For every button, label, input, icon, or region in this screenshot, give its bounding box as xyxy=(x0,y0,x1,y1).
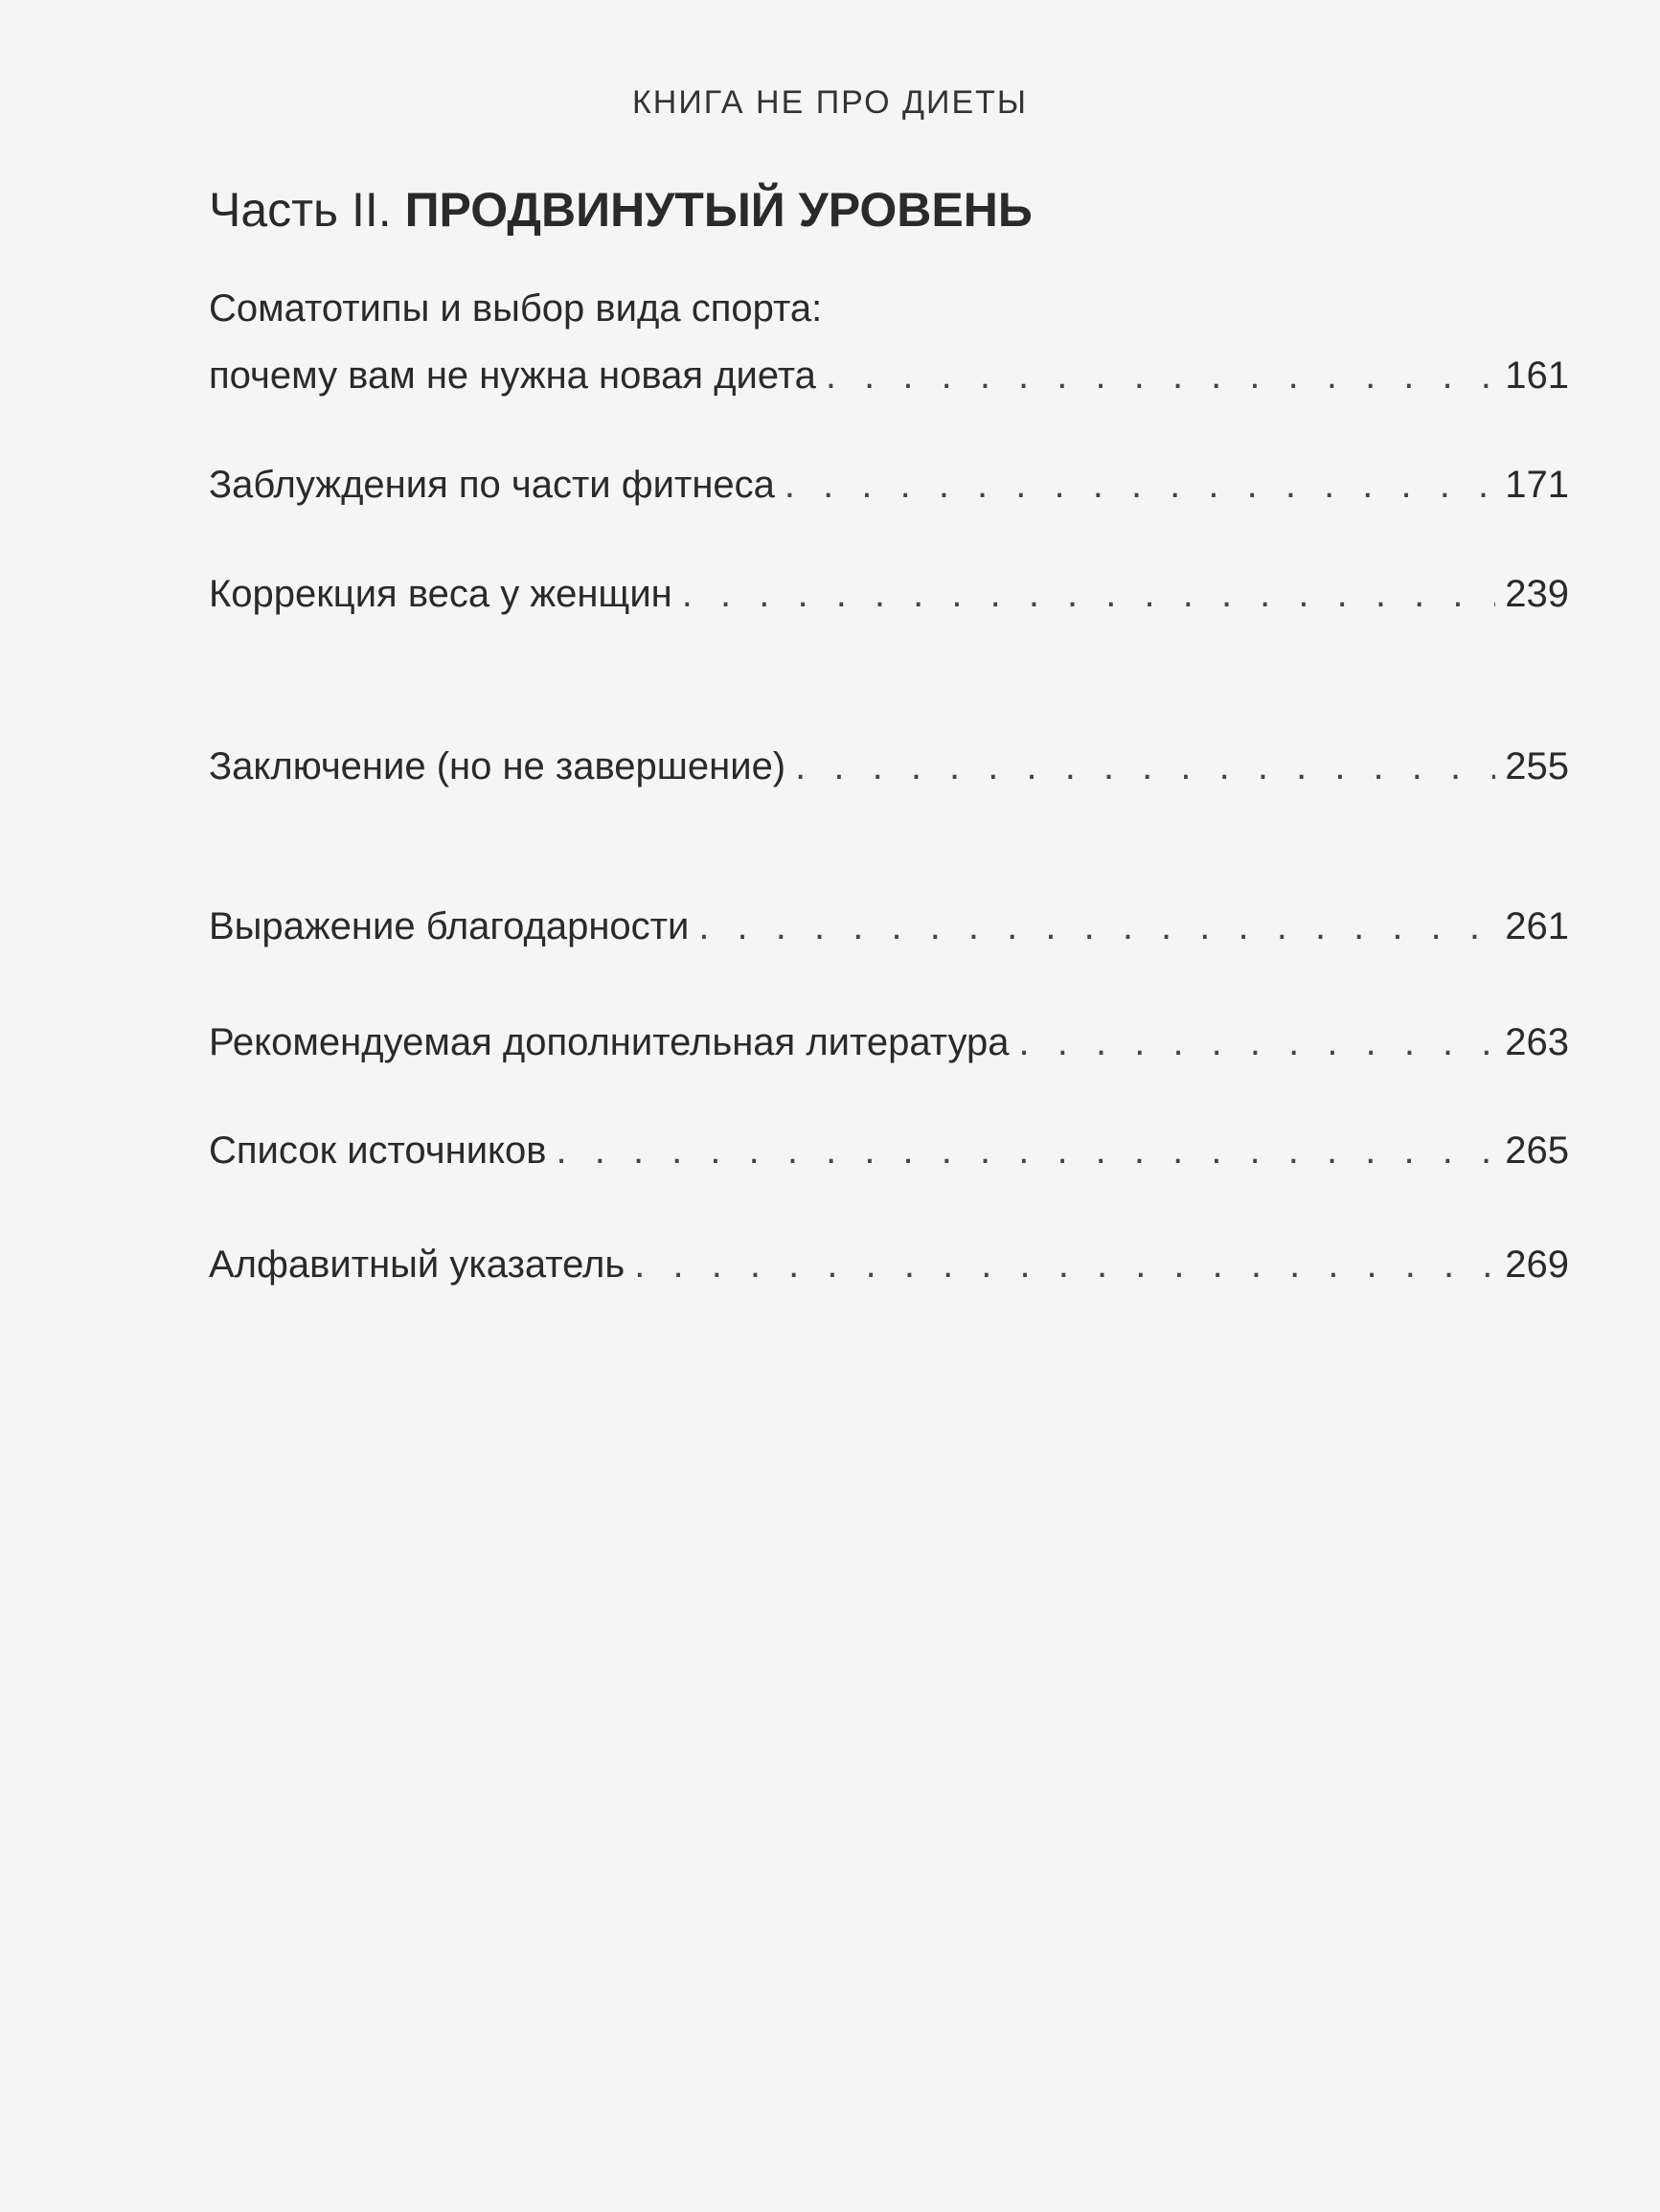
toc-entry-title: Рекомендуемая дополнительная литература xyxy=(209,1021,1010,1063)
toc-entry-page: 171 xyxy=(1505,464,1569,506)
dot-leader xyxy=(826,354,1495,398)
toc-entry[interactable] xyxy=(209,1243,1569,1287)
toc-entry[interactable] xyxy=(209,573,1569,616)
dot-leader xyxy=(634,1243,1495,1287)
toc-entry-page: 255 xyxy=(1505,745,1569,787)
toc-entry[interactable] xyxy=(209,905,1569,948)
dot-leader xyxy=(698,905,1495,948)
toc-entry-line1: Соматотипы и выбор вида спорта: xyxy=(209,287,823,330)
toc-entry-title: Заблуждения по части фитнеса xyxy=(209,464,775,506)
part-label: Часть II. xyxy=(209,183,392,237)
toc-entry-page: 261 xyxy=(1505,905,1569,947)
part-heading xyxy=(209,182,1033,238)
toc-entry-page: 161 xyxy=(1505,354,1569,397)
toc-entry[interactable] xyxy=(209,1129,1569,1173)
running-head: КНИГА НЕ ПРО ДИЕТЫ xyxy=(631,84,1028,121)
toc-entry[interactable] xyxy=(209,464,1569,507)
toc-entry-title: Список источников xyxy=(209,1129,547,1172)
toc-entry-title: Алфавитный указатель xyxy=(209,1243,625,1286)
toc-entry-title: Заключение (но не завершение) xyxy=(209,745,786,787)
toc-entry-page: 265 xyxy=(1505,1129,1569,1172)
toc-entry-page: 239 xyxy=(1505,573,1569,615)
toc-entry-title: Коррекция веса у женщин xyxy=(209,573,672,615)
dot-leader xyxy=(557,1129,1496,1173)
part-title: ПРОДВИНУТЫЙ УРОВЕНЬ xyxy=(404,183,1033,237)
dot-leader xyxy=(785,464,1495,507)
toc-entry[interactable] xyxy=(209,1021,1569,1064)
dot-leader xyxy=(682,573,1495,616)
toc-entry[interactable] xyxy=(209,745,1569,788)
dot-leader xyxy=(795,745,1495,788)
toc-entry-page: 269 xyxy=(1505,1243,1569,1286)
toc-entry-title: Выражение благодарности xyxy=(209,905,690,947)
toc-entry-title: почему вам не нужна новая диета xyxy=(209,354,816,397)
toc-entry[interactable] xyxy=(209,354,1569,398)
dot-leader xyxy=(1019,1021,1496,1064)
toc-entry-page: 263 xyxy=(1505,1021,1569,1063)
